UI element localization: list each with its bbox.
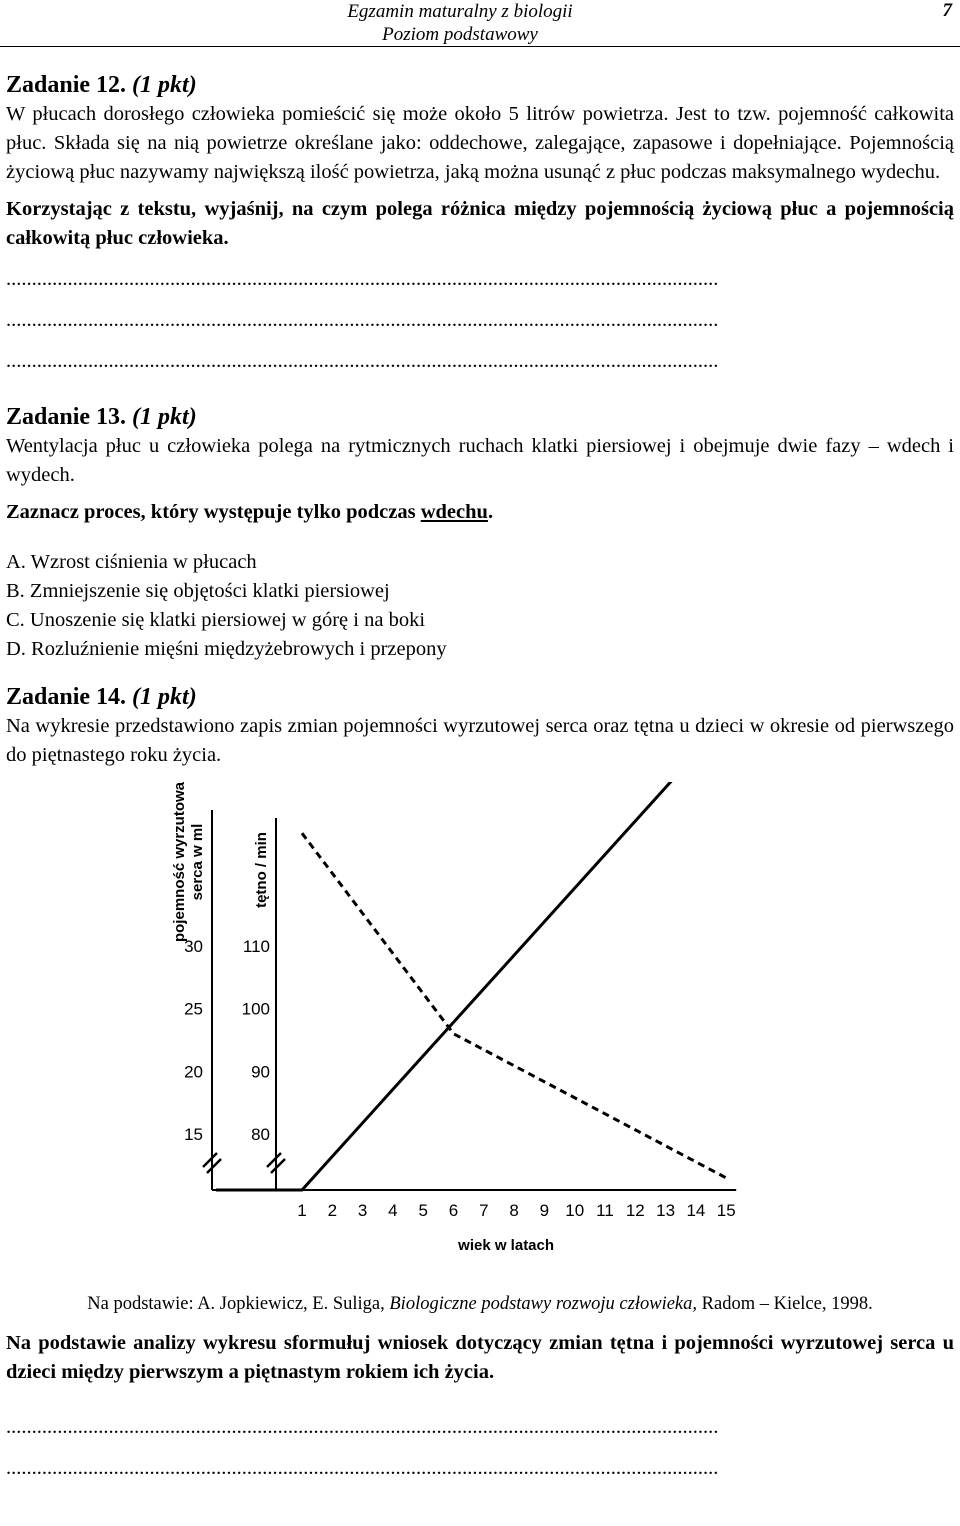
y-left-label-line-1: pojemność wyrzutowa xyxy=(171,781,188,942)
task13-option-a[interactable]: A. Wzrost ciśnienia w płucach xyxy=(6,550,257,573)
chart-source xyxy=(6,1290,954,1319)
source-book-title: Biologiczne podstawy rozwoju człowieka, xyxy=(389,1293,698,1314)
x-tick-13: 13 xyxy=(656,1200,676,1220)
y-left-tick-30: 30 xyxy=(184,936,203,956)
task14-text: Na wykresie przedstawiono zapis zmian pojemności wyrzutowej serca oraz tętna u dzieci w okresie od pierwszego do piętnastego roku życia. xyxy=(6,714,954,766)
page-content xyxy=(6,70,954,1489)
task13-number: Zadanie 13. xyxy=(6,404,127,430)
heart-chart xyxy=(6,782,954,1282)
task12-instruction: Korzystając z tekstu, wyjaśnij, na czym polega różnica między pojemnością życiową płuc a pojemnością całkowitą płuc człowieka. xyxy=(6,198,954,249)
task12-points: (1 pkt) xyxy=(132,72,197,98)
x-axis-label: wiek w latach xyxy=(458,1236,555,1254)
task13-option-b[interactable]: B. Zmniejszenie się objętości klatki piersiowej xyxy=(6,579,390,602)
task13-option-c[interactable]: C. Unoszenie się klatki piersiowej w górę i na boki xyxy=(6,608,426,631)
task14-title xyxy=(6,682,954,712)
x-tick-9: 9 xyxy=(539,1200,550,1220)
source-place-year: Radom – Kielce, 1998. xyxy=(697,1293,873,1314)
heart-rate-line xyxy=(302,833,726,1178)
exam-title: Egzamin maturalny z biologii xyxy=(347,1,573,22)
y-right-tick-90: 90 xyxy=(251,1061,270,1081)
y-left-label-line-2: serca w ml xyxy=(189,823,206,900)
y-right-tick-80: 80 xyxy=(251,1124,270,1144)
y-right-label: tętno / min xyxy=(253,831,270,908)
page-number: 7 xyxy=(942,0,952,21)
x-tick-7: 7 xyxy=(479,1200,489,1220)
x-tick-5: 5 xyxy=(418,1200,428,1220)
task12-answer-line-3[interactable]: ........................................................................................................................................... xyxy=(6,350,719,372)
task12-title xyxy=(6,70,954,100)
x-tick-1: 1 xyxy=(297,1200,307,1220)
source-authors: Na podstawie: A. Jopkiewicz, E. Suliga, xyxy=(87,1293,390,1314)
task13-options xyxy=(6,548,954,664)
task13-text: Wentylacja płuc u człowieka polega na rytmicznych ruchach klatki piersiowej i obejmuje dwie fazy – wdech i wydech. xyxy=(6,435,954,486)
x-tick-4: 4 xyxy=(388,1200,398,1220)
task13-title xyxy=(6,402,954,432)
stroke-volume-line xyxy=(216,782,726,1190)
task14-answer-line-1[interactable]: ........................................................................................................................................... xyxy=(6,1416,719,1438)
task13-instruction-text: Zaznacz proces, który występuje tylko podczas xyxy=(6,501,421,523)
y-left-tick-20: 20 xyxy=(184,1061,203,1081)
task12-answer-line-1[interactable]: ........................................................................................................................................... xyxy=(6,268,719,290)
task14-answer-line-2[interactable]: ........................................................................................................................................... xyxy=(6,1457,719,1479)
x-tick-15: 15 xyxy=(716,1200,736,1220)
x-tick-2: 2 xyxy=(327,1200,338,1220)
x-tick-10: 10 xyxy=(565,1200,585,1220)
y-left-tick-25: 25 xyxy=(184,999,203,1019)
task13-option-d[interactable]: D. Rozluźnienie mięśni międzyżebrowych i przepony xyxy=(6,637,447,660)
task14-instruction: Na podstawie analizy wykresu sformułuj wniosek dotyczący zmian tętna i pojemności wyrzutowej serca u dzieci między pierwszym a piętnastym rokiem ich życia. xyxy=(6,1331,954,1383)
x-tick-11: 11 xyxy=(596,1200,614,1220)
exam-level: Poziom podstawowy xyxy=(382,24,538,45)
task13-instruction-underlined: wdechu xyxy=(420,501,488,523)
task13-instruction xyxy=(6,498,954,527)
task13-instruction-end: . xyxy=(487,501,494,523)
x-tick-14: 14 xyxy=(686,1200,706,1220)
y-right-tick-100: 100 xyxy=(241,999,270,1019)
task12-number: Zadanie 12. xyxy=(6,72,127,98)
x-tick-12: 12 xyxy=(625,1200,645,1220)
task14-points: (1 pkt) xyxy=(132,683,197,710)
y-right-tick-110: 110 xyxy=(242,936,270,956)
x-tick-3: 3 xyxy=(357,1200,368,1220)
y-left-tick-15: 15 xyxy=(184,1124,203,1144)
task13-points: (1 pkt) xyxy=(132,404,197,430)
task14-number: Zadanie 14. xyxy=(6,683,127,710)
task12-text: W płucach dorosłego człowieka pomieścić się może około 5 litrów powietrza. Jest to tzw. pojemność całkowita płuc. Składa się na nią powietrze określane jako: oddechowe, zalegające, zapasowe i dopełniające. Pojemnością życiową płuc nazywamy największą ilość powietrza, jaką można usunąć z płuc podczas maksymalnego wydechu. xyxy=(6,103,954,183)
task12-answer-line-2[interactable]: ........................................................................................................................................... xyxy=(6,309,719,331)
page-header xyxy=(0,0,960,48)
x-tick-6: 6 xyxy=(448,1200,459,1220)
x-tick-8: 8 xyxy=(509,1200,519,1220)
header-divider xyxy=(0,46,960,47)
